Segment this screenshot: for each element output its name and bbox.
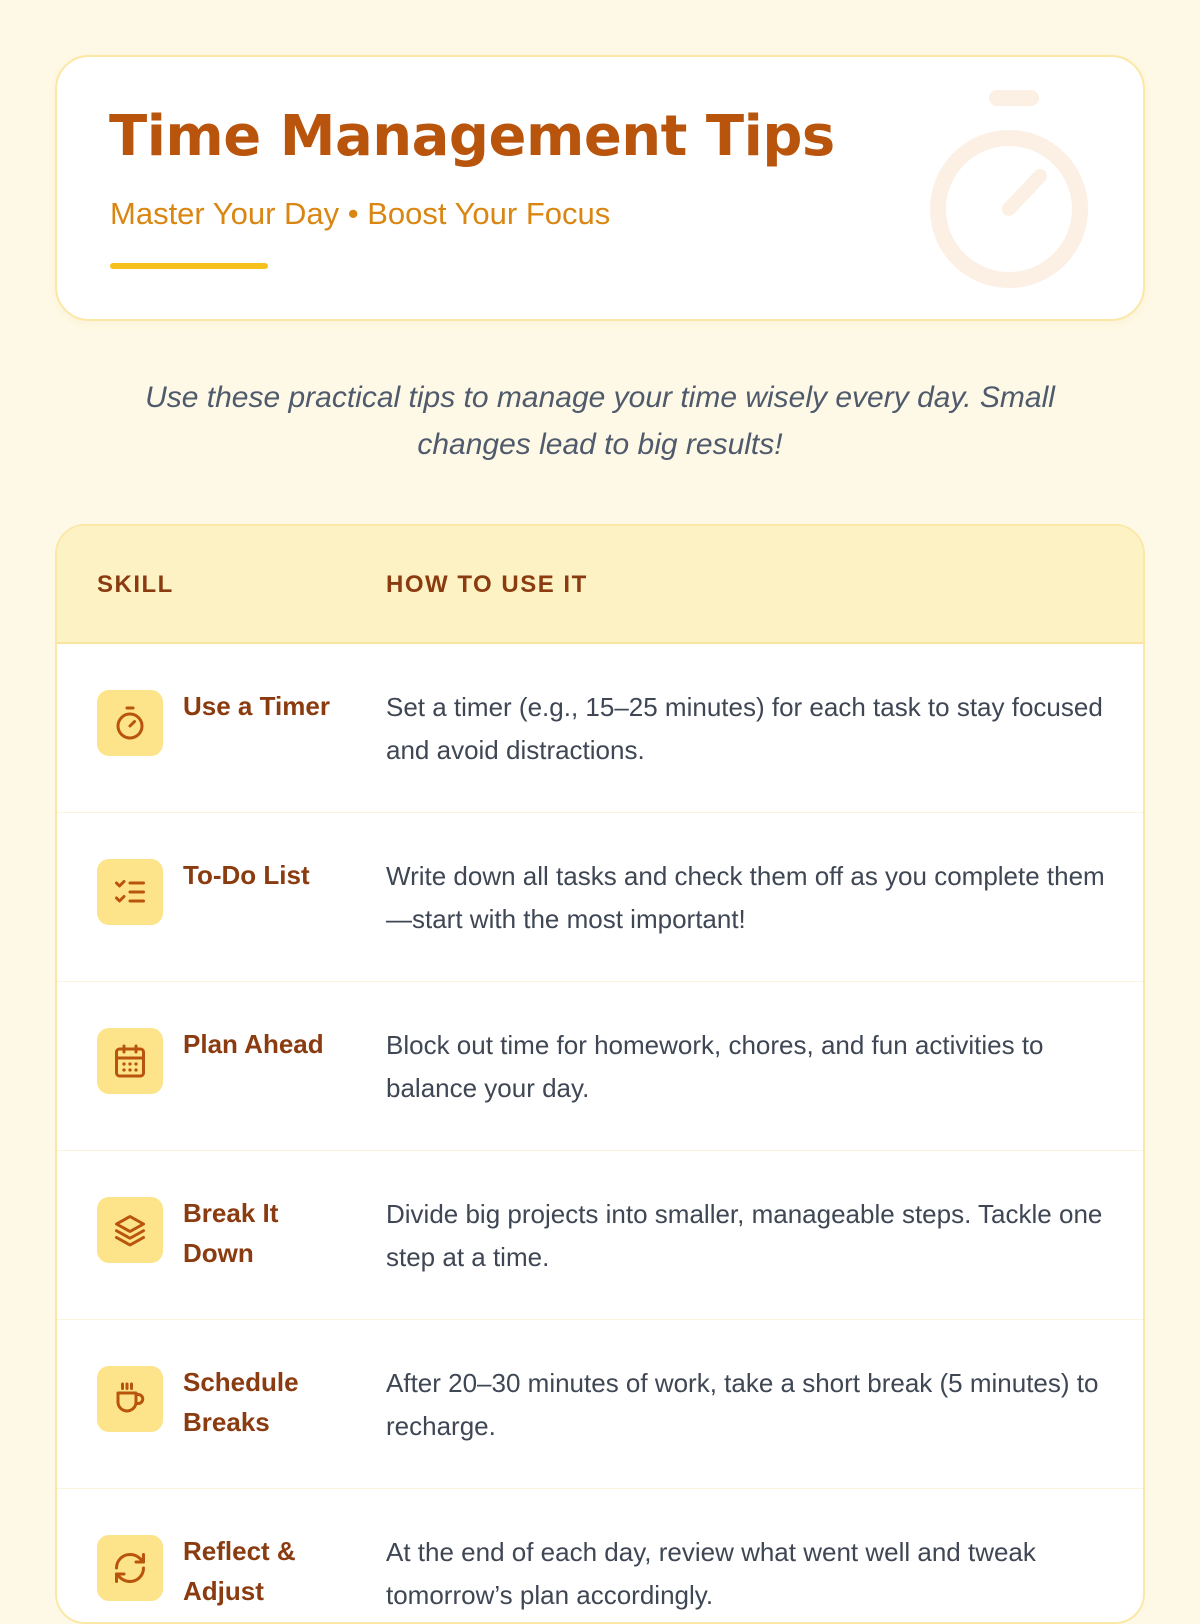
table-row	[57, 813, 1143, 982]
table-row	[57, 1320, 1143, 1489]
skill-description: At the end of each day, review what went well and tweak tomorrow’s plan accordingly.	[386, 1537, 1036, 1610]
skill-label: Break It Down	[183, 1198, 279, 1268]
tips-table	[55, 524, 1145, 1624]
skill-description: Divide big projects into smaller, manageable steps. Tackle one step at a time.	[386, 1199, 1103, 1272]
stopwatch-icon	[927, 87, 1097, 297]
timer-icon	[97, 690, 163, 756]
table-row	[57, 1151, 1143, 1320]
table-row	[57, 1489, 1143, 1624]
page-subtitle: Master Your Day • Boost Your Focus	[110, 196, 611, 231]
skill-label: Plan Ahead	[183, 1029, 324, 1059]
skill-description: Block out time for homework, chores, and fun activities to balance your day.	[386, 1030, 1044, 1103]
intro-text: Use these practical tips to manage your time wisely every day. Small changes lead to big results!	[145, 381, 1055, 461]
layers-icon	[97, 1197, 163, 1263]
skill-label: Reflect & Adjust	[183, 1536, 296, 1606]
table-row	[57, 982, 1143, 1151]
page-title: Time Management Tips	[109, 104, 835, 169]
column-header-how: HOW TO USE IT	[386, 571, 588, 598]
column-header-skill: SKILL	[97, 571, 174, 598]
table-header-row	[57, 526, 1143, 644]
coffee-icon	[97, 1366, 163, 1432]
checklist-icon	[97, 859, 163, 925]
skill-description: Set a timer (e.g., 15–25 minutes) for each task to stay focused and avoid distractions.	[386, 692, 1103, 765]
skill-label: Schedule Breaks	[183, 1367, 299, 1437]
skill-label: Use a Timer	[183, 691, 330, 721]
skill-description: Write down all tasks and check them off as you complete them—start with the most important!	[386, 861, 1105, 934]
refresh-icon	[97, 1535, 163, 1601]
table-row	[57, 644, 1143, 813]
skill-label: To-Do List	[183, 860, 310, 890]
calendar-icon	[97, 1028, 163, 1094]
title-accent-bar	[110, 263, 268, 269]
skill-description: After 20–30 minutes of work, take a short break (5 minutes) to recharge.	[386, 1368, 1099, 1441]
header-card	[55, 55, 1145, 321]
